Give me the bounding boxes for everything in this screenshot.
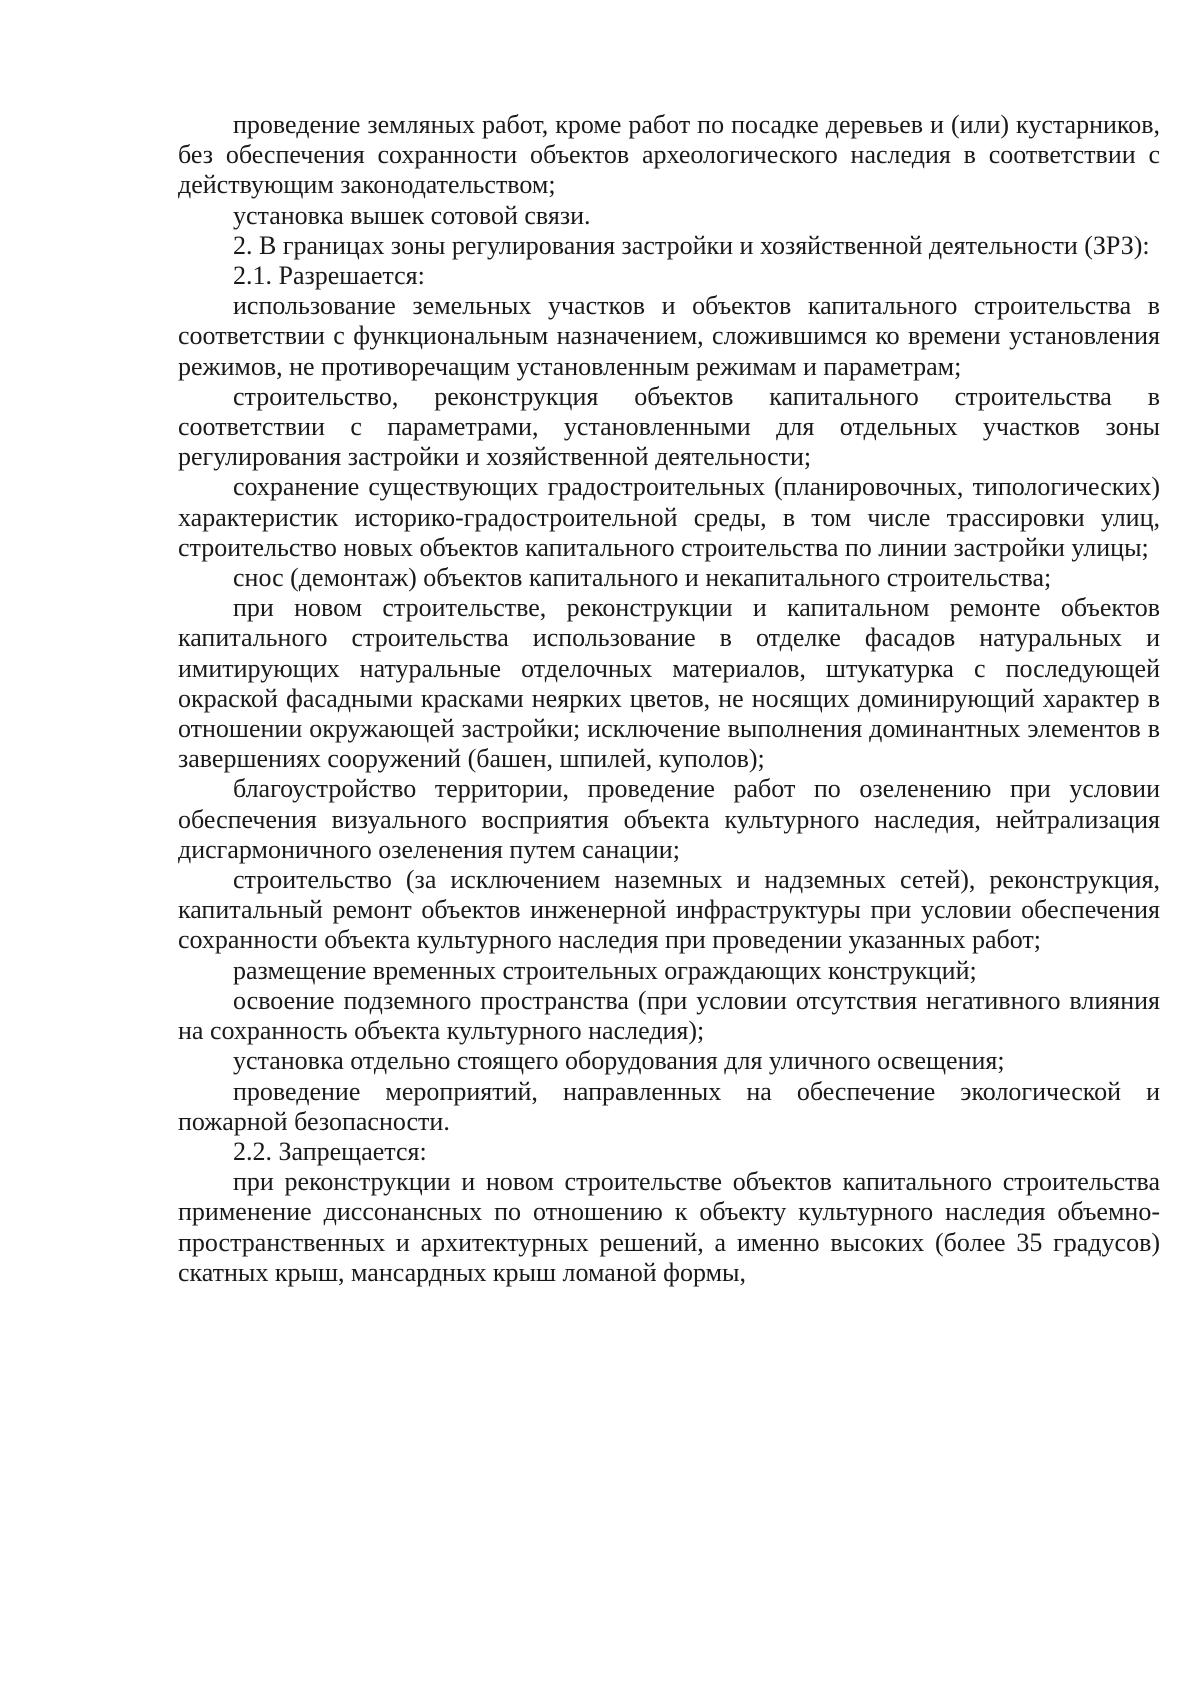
document-page (178, 110, 1160, 1288)
paragraph-section-2-heading: 2. В границах зоны регулирования застройки и хозяйственной деятельности (ЗРЗ): (233, 230, 1150, 260)
paragraph-street-lighting: установка отдельно стоящего оборудования для уличного освещения; (233, 1046, 1005, 1076)
paragraph-underground: освоение подземного пространства (при условии отсутствия негативного влияния на сохранность объекта культурного наследия); (178, 985, 1160, 1046)
paragraph-earthworks: проведение земляных работ, кроме работ по посадке деревьев и (или) кустарников, без обеспечения сохранности объектов археологического наследия в соответствии с действующим законодательством; (178, 110, 1160, 200)
paragraph-section-2-2-heading: 2.2. Запрещается: (233, 1136, 427, 1166)
paragraph-land-use: использование земельных участков и объектов капитального строительства в соответствии с функциональным назначением, сложившимся ко времени установления режимов, не противоречащим установленным режимам и параметрам; (178, 291, 1160, 381)
paragraph-infrastructure: строительство (за исключением наземных и надземных сетей), реконструкция, капитальный ремонт объектов инженерной инфраструктуры при условии обеспечения сохранности объекта культурного наследия при проведении указанных работ; (178, 865, 1160, 955)
paragraph-facades: при новом строительстве, реконструкции и капитальном ремонте объектов капитального строительства использование в отделке фасадов натуральных и имитирующих натуральные отделочных материалов, штукатурка с последующей окраской фасадными красками неярких цветов, не носящих доминирующий характер в отношении окружающей застройки; исключение выполнения доминантных элементов в завершениях сооружений (башен, шпилей, куполов); (178, 593, 1160, 774)
paragraph-temporary-fences: размещение временных строительных ограждающих конструкций; (233, 955, 977, 985)
paragraph-preservation: сохранение существующих градостроительных (планировочных, типологических) характеристик историко-градостроительной среды, в том числе трассировки улиц, строительство новых объектов капитального строительства по линии застройки улицы; (178, 472, 1160, 562)
paragraph-demolition: снос (демонтаж) объектов капитального и некапитального строительства; (233, 563, 1052, 593)
paragraph-safety: проведение мероприятий, направленных на обеспечение экологической и пожарной безопасности. (178, 1076, 1160, 1136)
paragraph-landscaping: благоустройство территории, проведение работ по озеленению при условии обеспечения визуального восприятия объекта культурного наследия, нейтрализация дисгармоничного озеленения путем санации; (178, 774, 1160, 864)
paragraph-construction: строительство, реконструкция объектов капитального строительства в соответствии с параметрами, установленными для отдельных участков зоны регулирования застройки и хозяйственной деятельности; (178, 381, 1160, 472)
paragraph-section-2-1-heading: 2.1. Разрешается: (233, 261, 425, 291)
paragraph-prohibited-solutions: при реконструкции и новом строительстве объектов капитального строительства применение диссонансных по отношению к объекту культурного наследия объемно-пространственных и архитектурных решений, а именно высоких (более 35 градусов) скатных крыш, мансардных крыш ломаной формы, (178, 1167, 1160, 1287)
paragraph-cell-towers: установка вышек сотовой связи. (233, 200, 591, 230)
